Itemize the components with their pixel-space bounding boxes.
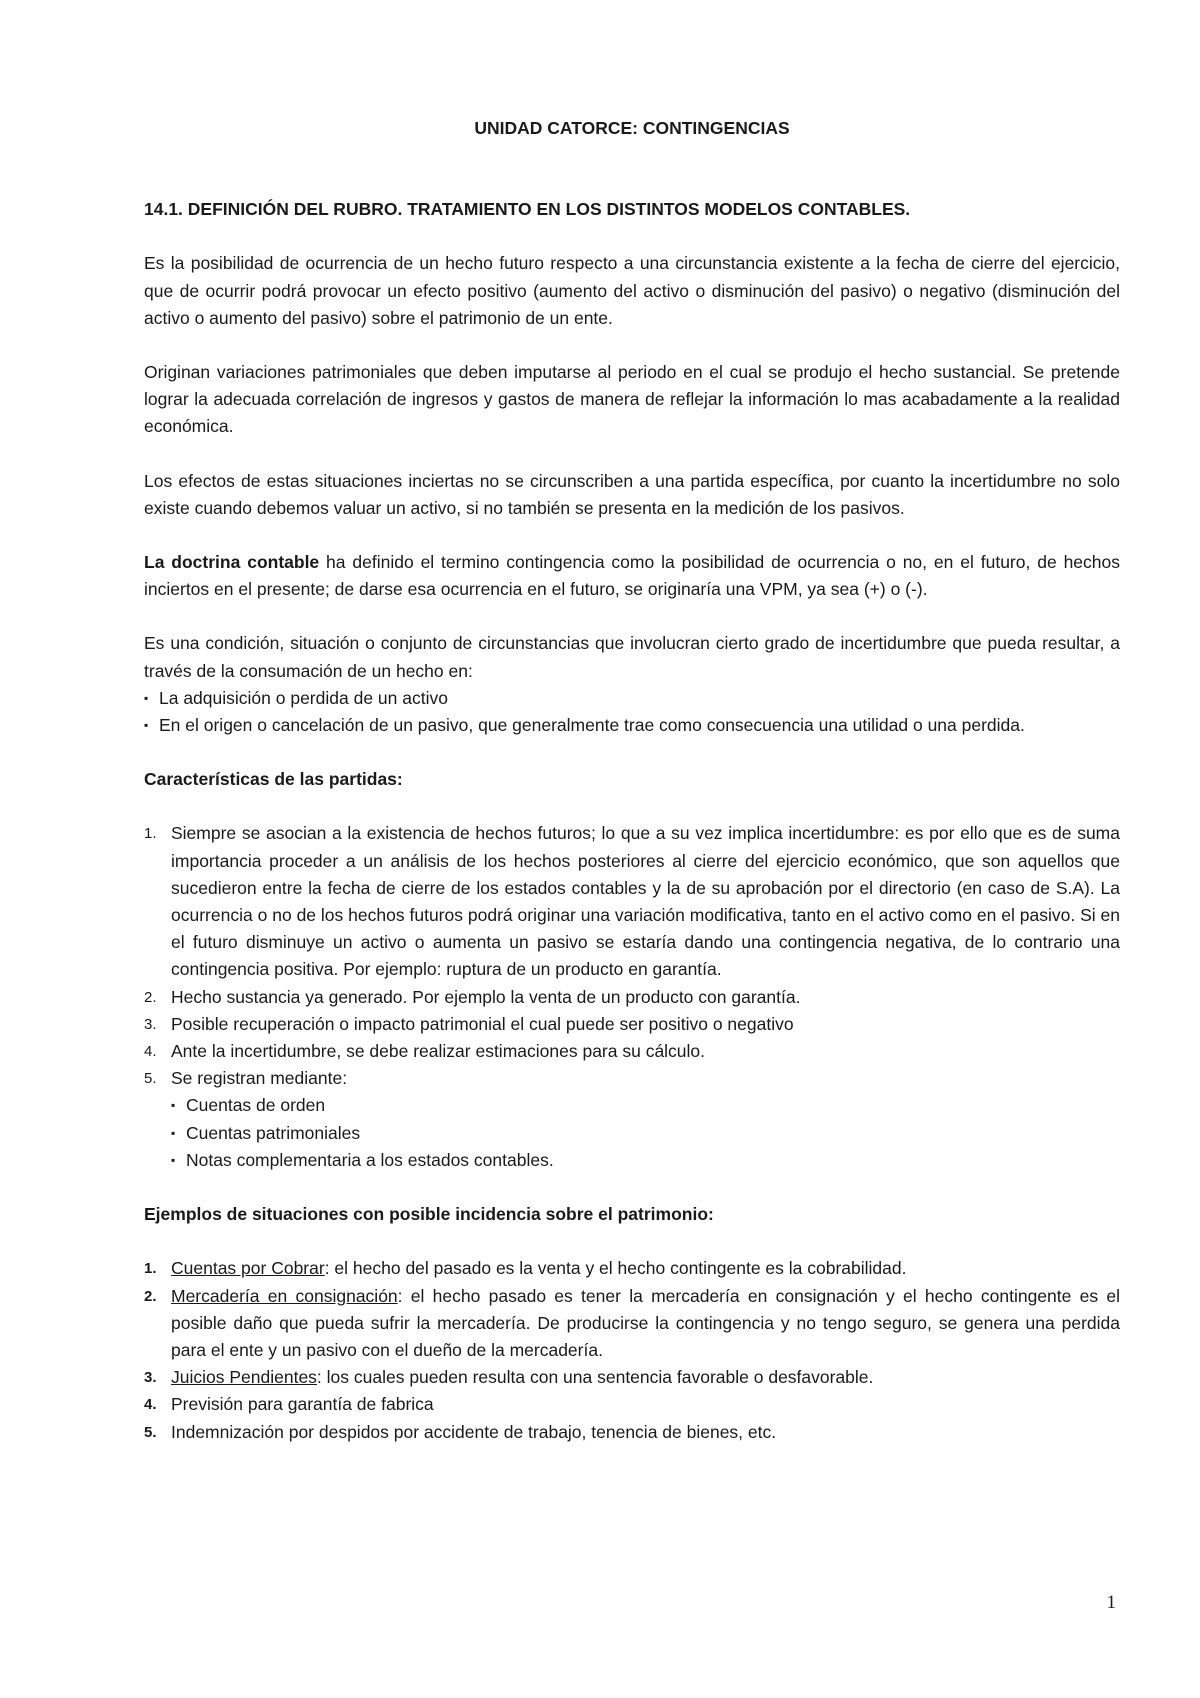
item-text: : los cuales pueden resulta con una sentencia favorable o desfavorable. bbox=[316, 1367, 874, 1388]
item-text: Ante la incertidumbre, se debe realizar estimaciones para su cálculo. bbox=[171, 1041, 706, 1062]
caracteristicas-heading: Características de las partidas: bbox=[144, 769, 403, 790]
document-title: UNIDAD CATORCE: CONTINGENCIAS bbox=[474, 118, 790, 138]
ejemplo-label: Cuentas por Cobrar bbox=[171, 1258, 325, 1279]
paragraph-definition: Es la posibilidad de ocurrencia de un hecho futuro respecto a una circunstancia existente a la fecha de cierre del ejercicio, que de ocurrir podrá provocar un efecto positivo (aumento del activo o disminución del pasivo) o negativo (disminución del activo o aumento del pasivo) sobre el patrimonio de un ente. bbox=[144, 253, 1120, 328]
registro-sublist bbox=[171, 1092, 1120, 1174]
item-text: : el hecho del pasado es la venta y el hecho contingente es la cobrabilidad. bbox=[324, 1258, 907, 1279]
bullet-item: ▪ En el origen o cancelación de un pasivo, que generalmente trae como consecuencia una utilidad o una perdida. bbox=[144, 712, 1120, 739]
section-heading: 14.1. DEFINICIÓN DEL RUBRO. TRATAMIENTO EN LOS DISTINTOS MODELOS CONTABLES. bbox=[144, 199, 911, 220]
item-number: 5. bbox=[144, 1070, 157, 1088]
caracteristicas-list bbox=[144, 820, 1120, 1174]
paragraph-condicion: Es una condición, situación o conjunto de circunstancias que involucran cierto grado de incertidumbre que pueda resultar, a través de la consumación de un hecho en: bbox=[144, 633, 1120, 681]
page-number: 1 bbox=[1106, 1592, 1116, 1613]
paragraph-variaciones: Originan variaciones patrimoniales que deben imputarse al periodo en el cual se produjo el hecho sustancial. Se pretende lograr la adecuada correlación de ingresos y gastos de manera de reflejar la información lo mas acabadamente a la realidad económica. bbox=[144, 362, 1120, 437]
doctrina-bold-text: La doctrina contable bbox=[144, 552, 320, 573]
item-number: 3. bbox=[144, 1015, 157, 1033]
sub-item: ▪ Notas complementaria a los estados contables. bbox=[171, 1147, 1120, 1174]
item-text: Hecho sustancia ya generado. Por ejemplo la venta de un producto con garantía. bbox=[171, 986, 801, 1007]
ejemplos-heading: Ejemplos de situaciones con posible incidencia sobre el patrimonio: bbox=[144, 1204, 714, 1225]
item-text: : el hecho pasado es tener la mercadería en consignación y el hecho contingente es el posible daño que pueda sufrir la mercadería. De producirse la contingencia y no tengo seguro, se genera una perdida para el ente y un pasivo con el dueño de la mercadería. bbox=[171, 1285, 1120, 1360]
ejemplo-item bbox=[144, 1283, 1120, 1365]
caracteristica-item bbox=[144, 1011, 1120, 1038]
item-text: Se registran mediante: bbox=[171, 1068, 348, 1089]
sub-item: ▪ Cuentas de orden bbox=[171, 1092, 1120, 1119]
item-number: 3. bbox=[144, 1369, 157, 1387]
bullet-item: ▪ La adquisición o perdida de un activo bbox=[144, 685, 1120, 712]
ejemplo-label: Juicios Pendientes bbox=[171, 1367, 317, 1388]
caracteristica-item bbox=[144, 1065, 1120, 1174]
document-body bbox=[144, 115, 1120, 1473]
item-text: Posible recuperación o impacto patrimonial el cual puede ser positivo o negativo bbox=[171, 1013, 794, 1034]
item-text: Previsión para garantía de fabrica bbox=[171, 1394, 434, 1415]
ejemplo-item bbox=[144, 1391, 1120, 1418]
item-number: 4. bbox=[144, 1396, 157, 1414]
ejemplos-list bbox=[144, 1255, 1120, 1445]
ejemplo-label: Mercadería en consignación bbox=[171, 1285, 398, 1306]
sub-item: ▪ Cuentas patrimoniales bbox=[171, 1120, 1120, 1147]
ejemplo-item bbox=[144, 1419, 1120, 1446]
item-text: Indemnización por despidos por accidente de trabajo, tenencia de bienes, etc. bbox=[171, 1421, 777, 1442]
caracteristica-item bbox=[144, 1038, 1120, 1065]
ejemplo-item bbox=[144, 1255, 1120, 1282]
item-number: 2. bbox=[144, 988, 157, 1006]
item-number: 5. bbox=[144, 1423, 157, 1441]
caracteristica-item bbox=[144, 820, 1120, 983]
item-number: 1. bbox=[144, 1260, 157, 1278]
caracteristica-item bbox=[144, 984, 1120, 1011]
item-number: 2. bbox=[144, 1287, 157, 1305]
paragraph-doctrina bbox=[144, 549, 1120, 603]
ejemplo-item bbox=[144, 1364, 1120, 1391]
item-text: Siempre se asocian a la existencia de hechos futuros; lo que a su vez implica incertidumbre: es por ello que es de suma importancia proceder a un análisis de los hechos posteriores al cierre del ejercicio económico, que son aquellos que sucedieron entre la fecha de cierre de los estados contables y la de su aprobación por el directorio (en caso de S.A). La ocurrencia o no de los hechos futuros podrá originar una variación modificativa, tanto en el activo como en el pasivo. Si en el futuro disminuye un activo o aumenta un pasivo se estaría dando una contingencia negativa, de lo contrario una contingencia positiva. Por ejemplo: ruptura de un producto en garantía. bbox=[171, 823, 1120, 980]
item-number: 1. bbox=[144, 825, 157, 843]
paragraph-efectos: Los efectos de estas situaciones inciertas no se circunscriben a una partida específica, por cuanto la incertidumbre no solo existe cuando debemos valuar un activo, si no también se presenta en la medición de los pasivos. bbox=[144, 470, 1120, 518]
bullet-list bbox=[144, 685, 1120, 739]
item-number: 4. bbox=[144, 1043, 157, 1061]
doctrina-text: ha definido el termino contingencia como la posibilidad de ocurrencia o no, en el futuro, de hechos inciertos en el presente; de darse esa ocurrencia en el futuro, se originaría una VPM, ya sea (+) o (-). bbox=[144, 552, 1120, 600]
